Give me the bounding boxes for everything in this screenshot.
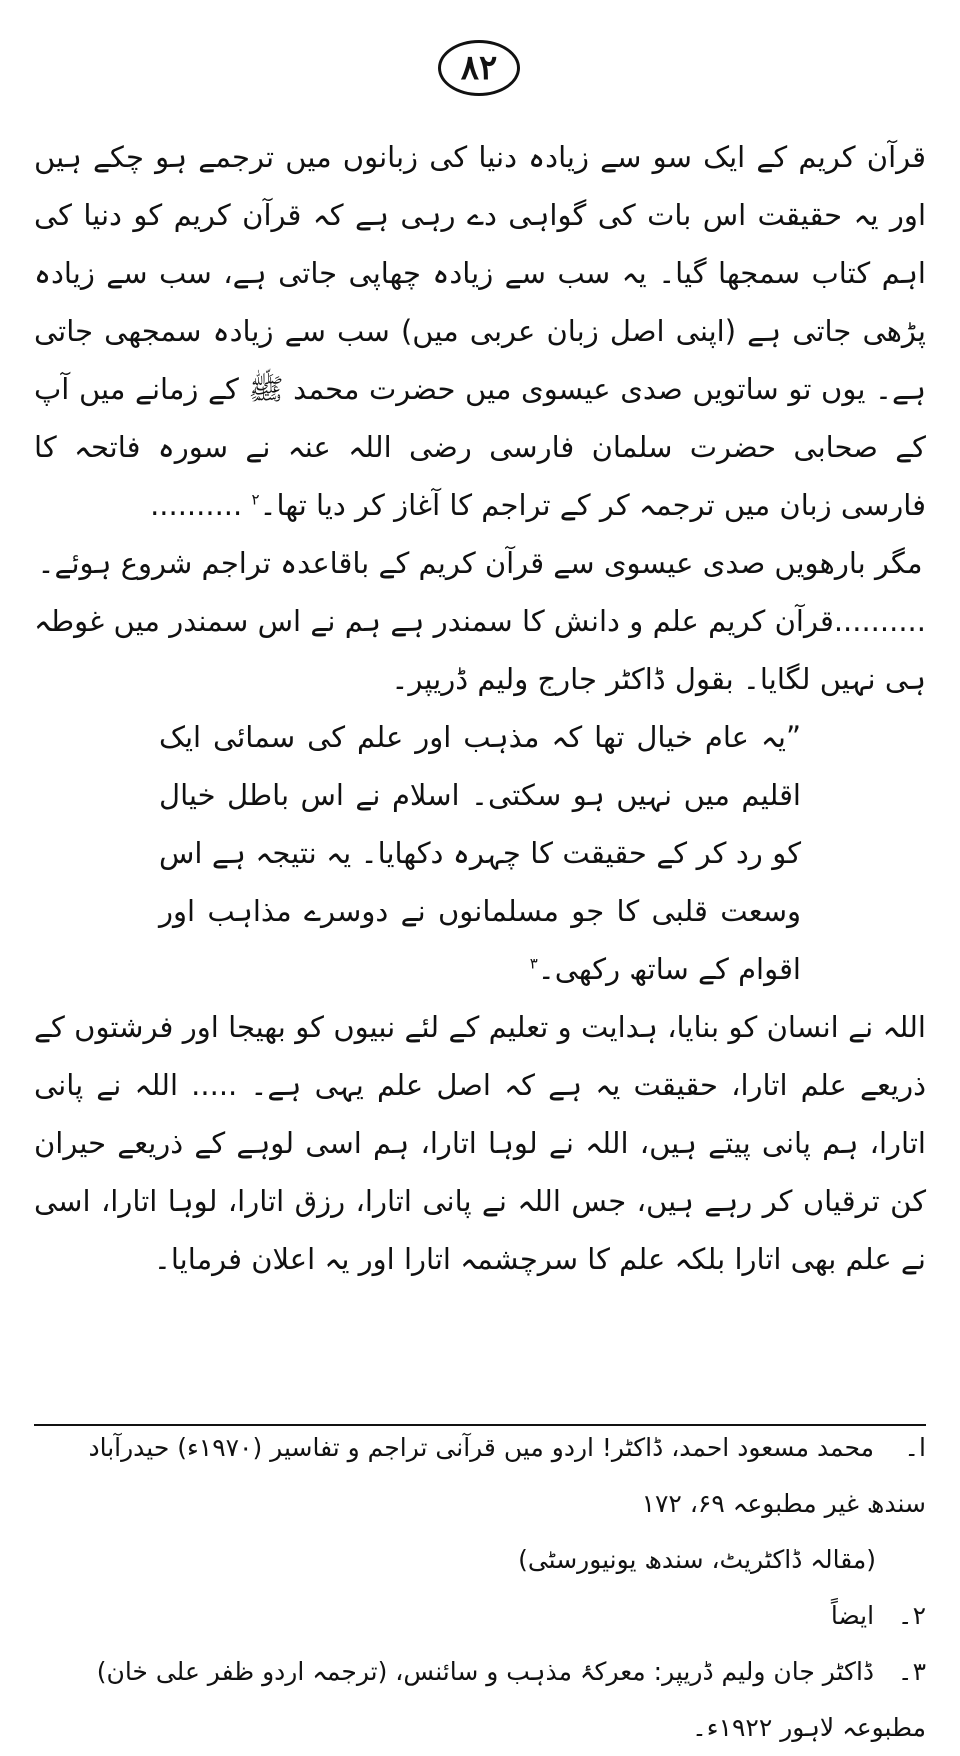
paragraph-2 bbox=[34, 534, 926, 592]
footnote-2-number: ۲۔ bbox=[897, 1601, 926, 1630]
footnote-3 bbox=[34, 1644, 926, 1756]
paragraph-4-text: اللہ نے انسان کو بنایا، ہدایت و تعلیم کے لئے نبیوں کو بھیجا اور فرشتوں کے ذریعے علم اتارا، حقیقت یہ ہے کہ اصل علم یہی ہے۔ ..... اللہ نے پانی اتارا، ہم پانی پیتے ہیں، اللہ نے لوہا اتارا، ہم اسی لوہے کے ذریعے حیران کن ترقیاں کر رہے ہیں، جس اللہ نے پانی اتارا، رزق اتارا، لوہا اتارا، اسی نے علم بھی اتارا بلکہ علم کا سرچشمہ اتارا اور یہ اعلان فرمایا۔ bbox=[34, 1010, 926, 1276]
main-text bbox=[34, 128, 926, 1288]
footnote-ref-3: ۳ bbox=[529, 954, 538, 973]
footnote-2 bbox=[34, 1588, 926, 1644]
paragraph-4 bbox=[34, 998, 926, 1288]
footnote-1-number: ا۔ bbox=[904, 1433, 926, 1462]
page-number: ۸۲ bbox=[460, 48, 498, 88]
block-quote-text: ”یہ عام خیال تھا کہ مذہب اور علم کی سمائی ایک اقلیم میں نہیں ہو سکتی۔ اسلام نے اس باطل خیال کو رد کر کے حقیقت کا چہرہ دکھایا۔ یہ نتیجہ ہے اس وسعت قلبی کا جو مسلمانوں نے دوسرے مذاہب اور اقوام کے ساتھ رکھی۔ bbox=[159, 720, 801, 986]
paragraph-3 bbox=[34, 592, 926, 708]
paragraph-1-text: قرآن کریم کے ایک سو سے زیادہ دنیا کی زبانوں میں ترجمے ہو چکے ہیں اور یہ حقیقت اس بات کی گواہی دے رہی ہے کہ قرآن کریم کو دنیا کی اہم کتاب سمجھا گیا۔ یہ سب سے زیادہ چھاپی جاتی ہے، سب سے زیادہ پڑھی جاتی ہے (اپنی اصل زبان عربی میں) سب سے زیادہ سمجھی جاتی ہے۔ یوں تو ساتویں صدی عیسوی میں حضرت محمد ﷺ کے زمانے میں آپ کے صحابی حضرت سلمان فارسی رضی اللہ عنہ نے سورہ فاتحہ کا فارسی زبان میں ترجمہ کر کے تراجم کا آغاز کر دیا تھا۔ bbox=[34, 140, 926, 522]
footnote-1 bbox=[34, 1420, 926, 1532]
footnote-2-text: ایضاً bbox=[830, 1601, 875, 1630]
ellipsis-dots: .......... bbox=[150, 488, 243, 522]
ellipsis-dots-lead: .......... bbox=[833, 604, 926, 638]
footnote-3-text: ڈاکٹر جان ولیم ڈریپر: معرکۂ مذہب و سائنس، (ترجمہ اردو ظفر علی خان) مطبوعہ لاہور ۱۹۲۲ء۔ bbox=[96, 1657, 926, 1742]
block-quote bbox=[159, 708, 801, 998]
footnote-1-cont-text: (مقالہ ڈاکٹریٹ، سندھ یونیورسٹی) bbox=[518, 1545, 876, 1574]
paragraph-2-text: مگر بارھویں صدی عیسوی سے قرآن کریم کے باقاعدہ تراجم شروع ہوئے۔ bbox=[37, 546, 923, 580]
footnote-ref-2: ۲ bbox=[251, 490, 260, 509]
paragraph-3-text: قرآن کریم علم و دانش کا سمندر ہے ہم نے اس سمندر میں غوطہ ہی نہیں لگایا۔ بقول ڈاکٹر جارج ولیم ڈریپر۔ bbox=[34, 604, 926, 696]
footnote-1-continuation bbox=[34, 1532, 876, 1588]
page-number-badge bbox=[438, 40, 520, 96]
paragraph-1 bbox=[34, 128, 926, 534]
footnote-1-text: محمد مسعود احمد، ڈاکٹر! اردو میں قرآنی تراجم و تفاسیر (۱۹۷۰ء) حیدرآباد سندھ غیر مطبوعہ ۶۹، ۱۷۲ bbox=[88, 1433, 926, 1518]
footnotes bbox=[34, 1420, 926, 1756]
footnote-3-number: ۳۔ bbox=[897, 1657, 926, 1686]
